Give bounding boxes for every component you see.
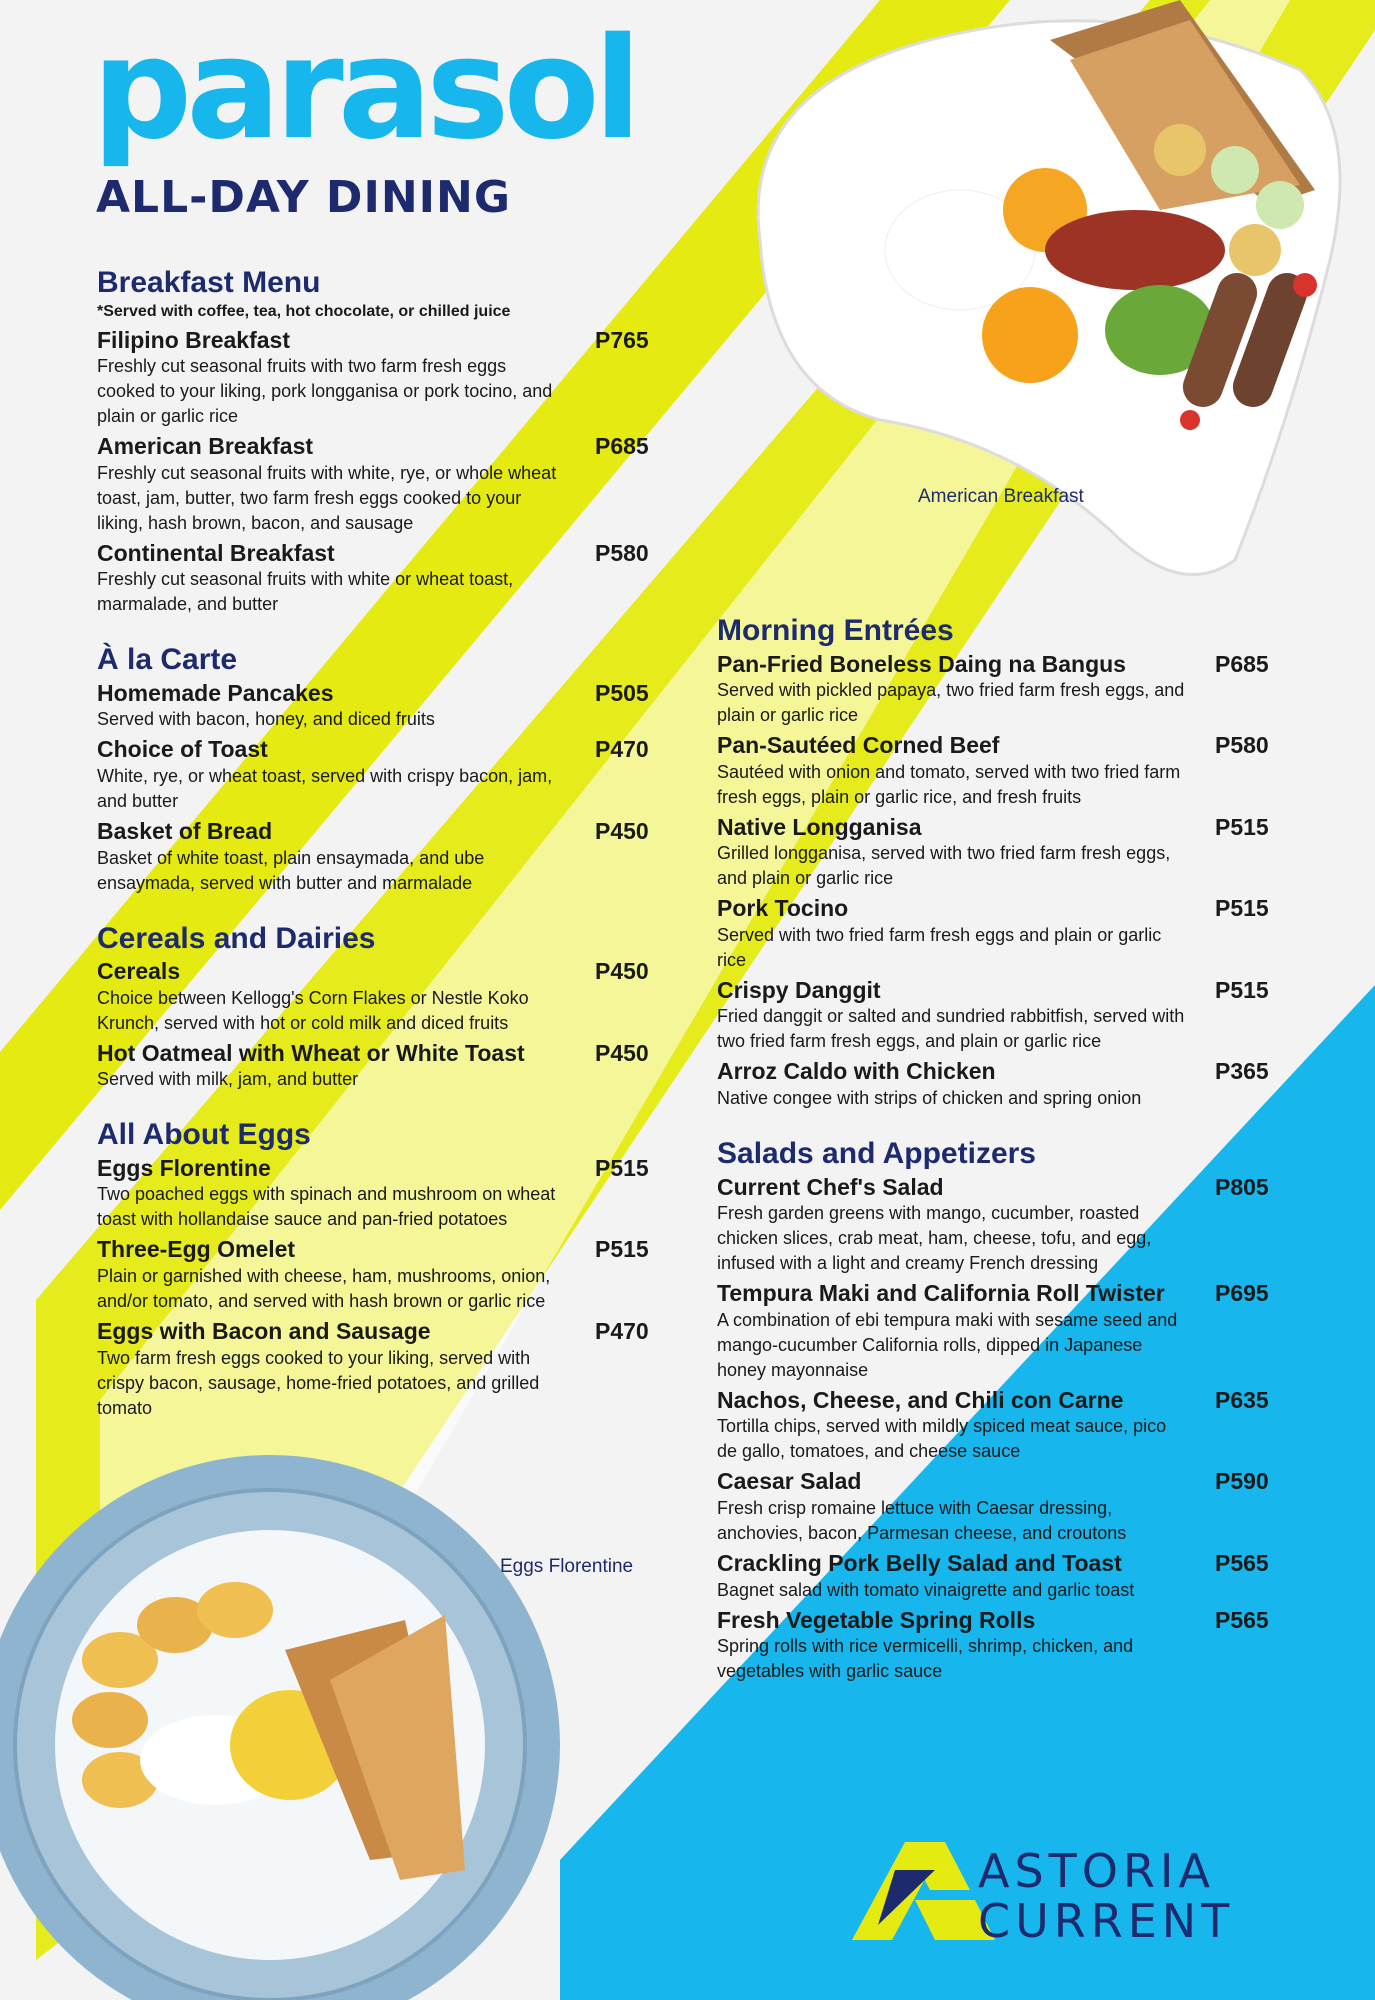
menu-item <box>97 1318 657 1421</box>
menu-item <box>97 958 657 1036</box>
item-description: Plain or garnished with cheese, ham, mushrooms, onion, and/or tomato, and served with hash brown or garlic rice <box>97 1265 551 1311</box>
item-description: Basket of white toast, plain ensaymada, and ube ensaymada, served with butter and marmalade <box>97 847 485 893</box>
menu-section <box>97 922 657 1093</box>
left-menu-column <box>97 266 657 1447</box>
item-name: Caesar Salad <box>717 1468 862 1495</box>
item-description: Served with milk, jam, and butter <box>97 1069 359 1090</box>
item-price: P580 <box>595 539 649 566</box>
section-title: À la Carte <box>97 643 238 677</box>
item-description: Two poached eggs with spinach and mushroom on wheat toast with hollandaise sauce and pan-fried potatoes <box>97 1184 556 1230</box>
right-menu-column <box>717 614 1277 1710</box>
menu-item <box>97 540 657 618</box>
item-description: Tortilla chips, served with mildly spiced meat sauce, pico de gallo, tomatoes, and cheese sauce <box>717 1416 1167 1462</box>
menu-item <box>97 736 657 814</box>
menu-item <box>717 1280 1277 1383</box>
item-description: Fresh crisp romaine lettuce with Caesar dressing, anchovies, bacon, Parmesan cheese, and croutons <box>717 1497 1127 1543</box>
item-price: P515 <box>1215 813 1269 840</box>
item-description: Freshly cut seasonal fruits with white, rye, or whole wheat toast, jam, butter, two farm fresh eggs cooked to your liking, hash brown, bacon, and sausage <box>97 462 557 533</box>
section-title: Salads and Appetizers <box>717 1137 1036 1171</box>
item-price: P515 <box>595 1236 649 1263</box>
item-name: Tempura Maki and California Roll Twister <box>717 1280 1165 1307</box>
item-price: P635 <box>1215 1386 1269 1413</box>
menu-item <box>717 1058 1277 1111</box>
logo-line-2: CURRENT <box>978 1894 1235 1948</box>
item-description: Bagnet salad with tomato vinaigrette and garlic toast <box>717 1579 1135 1600</box>
item-description: A combination of ebi tempura maki with sesame seed and mango-cucumber California rolls, dipped in Japanese honey mayonnaise <box>717 1309 1178 1380</box>
caption-eggs-florentine: Eggs Florentine <box>500 1556 634 1577</box>
item-price: P565 <box>1215 1549 1269 1576</box>
menu-item <box>97 1155 657 1233</box>
item-price: P685 <box>595 433 649 460</box>
item-description: Native congee with strips of chicken and spring onion <box>717 1088 1142 1109</box>
item-price: P565 <box>1215 1606 1269 1633</box>
section-title: Cereals and Dairies <box>97 921 376 955</box>
section-title: All About Eggs <box>97 1118 311 1152</box>
menu-item <box>717 1387 1277 1465</box>
item-name: Continental Breakfast <box>97 539 335 566</box>
item-description: White, rye, or wheat toast, served with crispy bacon, jam, and butter <box>97 765 553 811</box>
item-price: P470 <box>595 736 649 763</box>
item-price: P450 <box>595 958 649 985</box>
item-name: Crackling Pork Belly Salad and Toast <box>717 1549 1122 1576</box>
item-description: Served with pickled papaya, two fried farm fresh eggs, and plain or garlic rice <box>717 680 1185 726</box>
item-name: Filipino Breakfast <box>97 326 290 353</box>
menu-item <box>97 680 657 733</box>
item-description: Spring rolls with rice vermicelli, shrimp, chicken, and vegetables with garlic sauce <box>717 1636 1134 1682</box>
menu-item <box>717 814 1277 892</box>
menu-item <box>97 327 657 430</box>
item-description: Grilled longganisa, served with two fried farm fresh eggs, and plain or garlic rice <box>717 843 1171 889</box>
item-price: P515 <box>595 1154 649 1181</box>
menu-item <box>97 1040 657 1093</box>
item-price: P765 <box>595 326 649 353</box>
menu-item <box>717 732 1277 810</box>
item-price: P590 <box>1215 1468 1269 1495</box>
section-title: Breakfast Menu <box>97 266 321 299</box>
item-description: Served with bacon, honey, and diced fruits <box>97 709 435 730</box>
item-name: Basket of Bread <box>97 817 273 844</box>
item-name: Cereals <box>97 958 181 985</box>
item-price: P805 <box>1215 1173 1269 1200</box>
item-description: Freshly cut seasonal fruits with two farm fresh eggs cooked to your liking, pork longganisa or pork tocino, and plain or garlic rice <box>97 356 553 427</box>
item-price: P365 <box>1215 1058 1269 1085</box>
menu-item <box>717 651 1277 729</box>
item-description: Sautéed with onion and tomato, served with two fried farm fresh eggs, plain or garlic rice, and fresh fruits <box>717 761 1181 807</box>
menu-section <box>97 266 657 617</box>
logo-line-1: ASTORIA <box>978 1844 1215 1898</box>
item-name: American Breakfast <box>97 433 314 460</box>
menu-item <box>97 818 657 896</box>
item-name: Native Longganisa <box>717 813 922 840</box>
menu-item <box>717 977 1277 1055</box>
item-price: P450 <box>595 1039 649 1066</box>
item-name: Crispy Danggit <box>717 976 881 1003</box>
menu-item <box>97 1236 657 1314</box>
menu-item <box>717 1550 1277 1603</box>
menu-item <box>717 1174 1277 1277</box>
item-price: P695 <box>1215 1280 1269 1307</box>
menu-section <box>97 1118 657 1420</box>
item-name: Homemade Pancakes <box>97 679 334 706</box>
item-name: Three-Egg Omelet <box>97 1236 296 1263</box>
menu-section <box>97 643 657 895</box>
item-name: Choice of Toast <box>97 736 268 763</box>
item-name: Nachos, Cheese, and Chili con Carne <box>717 1386 1124 1413</box>
item-price: P685 <box>1215 650 1269 677</box>
caption-american-breakfast: American Breakfast <box>918 486 1084 507</box>
item-name: Arroz Caldo with Chicken <box>717 1058 996 1085</box>
item-description: Freshly cut seasonal fruits with white or wheat toast, marmalade, and butter <box>97 569 514 615</box>
item-price: P450 <box>595 817 649 844</box>
item-price: P470 <box>595 1317 649 1344</box>
item-price: P580 <box>1215 732 1269 759</box>
brand-subtitle: ALL-DAY DINING <box>96 172 511 223</box>
item-name: Pan-Sautéed Corned Beef <box>717 732 1000 759</box>
menu-item <box>717 1468 1277 1546</box>
item-price: P505 <box>595 679 649 706</box>
section-title: Morning Entrées <box>717 614 954 647</box>
item-description: Two farm fresh eggs cooked to your liking, served with crispy bacon, sausage, home-fried potatoes, and grilled tomato <box>97 1347 540 1418</box>
item-description: Served with two fried farm fresh eggs and plain or garlic rice <box>717 924 1162 970</box>
menu-section <box>717 614 1277 1111</box>
item-name: Eggs Florentine <box>97 1154 271 1181</box>
brand-name: parasol <box>92 8 636 171</box>
menu-section <box>717 1137 1277 1684</box>
item-name: Current Chef's Salad <box>717 1173 944 1200</box>
menu-item <box>717 1607 1277 1685</box>
item-name: Eggs with Bacon and Sausage <box>97 1317 431 1344</box>
menu-item <box>97 433 657 536</box>
item-description: Choice between Kellogg's Corn Flakes or Nestle Koko Krunch, served with hot or cold milk and diced fruits <box>97 987 529 1033</box>
item-price: P515 <box>1215 976 1269 1003</box>
item-description: Fried danggit or salted and sundried rabbitfish, served with two fried farm fresh eggs, and plain or garlic rice <box>717 1006 1185 1052</box>
eggs-florentine-photo <box>0 1455 560 2000</box>
item-name: Pork Tocino <box>717 895 849 922</box>
section-note: *Served with coffee, tea, hot chocolate, or chilled juice <box>97 302 511 320</box>
item-price: P515 <box>1215 895 1269 922</box>
item-name: Pan-Fried Boneless Daing na Bangus <box>717 650 1126 677</box>
item-description: Fresh garden greens with mango, cucumber, roasted chicken slices, crab meat, ham, cheese, tofu, and egg, infused with a light and creamy French dressing <box>717 1203 1152 1274</box>
item-name: Hot Oatmeal with Wheat or White Toast <box>97 1039 525 1066</box>
item-name: Fresh Vegetable Spring Rolls <box>717 1606 1036 1633</box>
menu-item <box>717 895 1277 973</box>
